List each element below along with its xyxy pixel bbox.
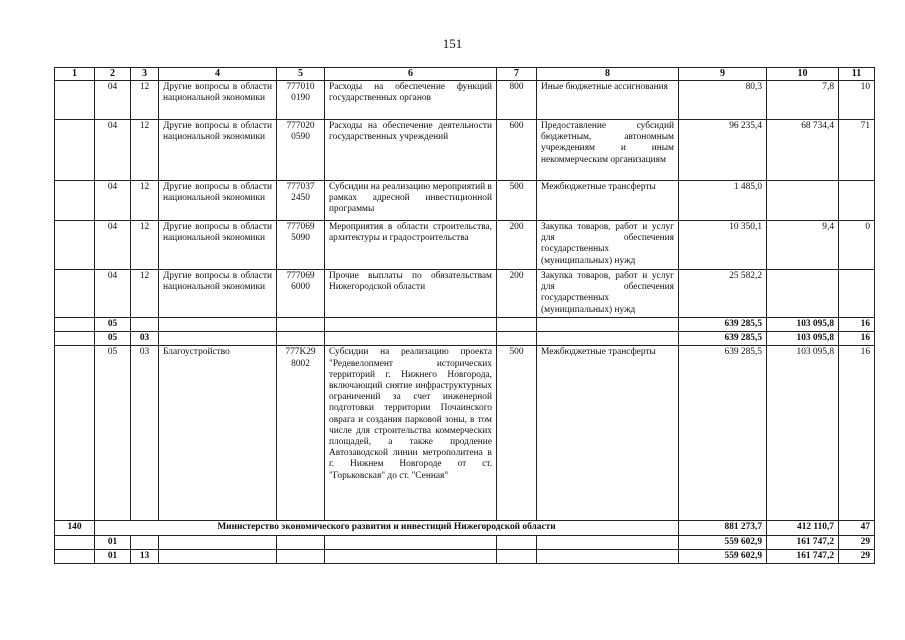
- cell-c6: Субсидии на реализацию мероприятий в рамках адресной инвестиционной программы: [325, 181, 497, 221]
- cell-c10: 103 095,8: [767, 318, 839, 332]
- cell-c10: 161 747,2: [767, 549, 839, 563]
- cell-c5: 777020 0590: [277, 120, 325, 181]
- cell-c4: Благоустройство: [159, 346, 277, 521]
- cell-c5: [277, 332, 325, 346]
- cell-c8: [537, 318, 679, 332]
- cell-empty: [55, 120, 95, 181]
- header-row: [55, 68, 875, 81]
- cell-c4: Другие вопросы в области национальной экономики: [159, 181, 277, 221]
- table-row: [55, 346, 875, 521]
- cell-c2: 04: [95, 181, 131, 221]
- table-row: [55, 81, 875, 120]
- header-col-10: 10: [767, 68, 839, 81]
- cell-c3: [131, 535, 159, 549]
- cell-c6: [325, 318, 497, 332]
- cell-c2: 04: [95, 120, 131, 181]
- cell-c4: Другие вопросы в области национальной экономики: [159, 81, 277, 120]
- cell-c2: 04: [95, 81, 131, 120]
- cell-c8: Иные бюджетные ассигнования: [537, 81, 679, 120]
- cell-c4: [159, 332, 277, 346]
- cell-c4: Другие вопросы в области национальной экономики: [159, 221, 277, 270]
- table-row: [55, 318, 875, 332]
- ministry-c11: 47: [839, 521, 875, 535]
- table-row: [55, 181, 875, 221]
- ministry-c9: 881 273,7: [679, 521, 767, 535]
- cell-c2: 04: [95, 221, 131, 270]
- cell-c3: 12: [131, 181, 159, 221]
- budget-table: [54, 67, 875, 564]
- cell-c9: 80,3: [679, 81, 767, 120]
- total-row: [55, 535, 875, 549]
- ministry-row: [55, 521, 875, 535]
- cell-c10: 9,4: [767, 221, 839, 270]
- cell-c5: 777069 6000: [277, 270, 325, 318]
- cell-empty: [55, 221, 95, 270]
- cell-c6: Субсидии на реализацию проекта "Редевелопмент исторических территорий г. Нижнего Новгорода, включающий снятие инфраструктурных ограничений за счет инженерной подготовки территории Почаинского оврага и создания парковой зоны, в том числе для строительства коммерческих площадей, а также продление Автозаводской линии метрополитена в г. Нижнем Новгороде от ст. "Горьковская" до ст. "Сенная": [325, 346, 497, 521]
- cell-c9: 639 285,5: [679, 346, 767, 521]
- cell-c11: 0: [839, 221, 875, 270]
- ministry-title: Министерство экономического развития и инвестиций Нижегородской области: [95, 521, 679, 535]
- cell-c9: 639 285,5: [679, 318, 767, 332]
- cell-c6: [325, 332, 497, 346]
- cell-c9: 10 350,1: [679, 221, 767, 270]
- cell-c10: 68 734,4: [767, 120, 839, 181]
- cell-c7: [497, 332, 537, 346]
- cell-c5: 777069 5090: [277, 221, 325, 270]
- cell-c8: Предоставление субсидий бюджетным, автономным учреждениям и иным некоммерческим организациям: [537, 120, 679, 181]
- header-col-7: 7: [497, 68, 537, 81]
- cell-c11: 16: [839, 346, 875, 521]
- cell-c6: Расходы на обеспечение деятельности государственных учреждений: [325, 120, 497, 181]
- cell-empty: [325, 549, 497, 563]
- cell-c2: 01: [95, 535, 131, 549]
- cell-c6: Расходы на обеспечение функций государственных органов: [325, 81, 497, 120]
- cell-empty: [277, 549, 325, 563]
- cell-c11: 71: [839, 120, 875, 181]
- cell-empty: [325, 535, 497, 549]
- header-col-1: 1: [55, 68, 95, 81]
- cell-c7: 800: [497, 81, 537, 120]
- cell-c7: 500: [497, 346, 537, 521]
- cell-empty: [55, 549, 95, 563]
- cell-c10: 161 747,2: [767, 535, 839, 549]
- cell-c11: 29: [839, 549, 875, 563]
- cell-empty: [497, 535, 537, 549]
- cell-empty: [277, 535, 325, 549]
- ministry-c10: 412 110,7: [767, 521, 839, 535]
- cell-c2: 05: [95, 318, 131, 332]
- cell-c2: 04: [95, 270, 131, 318]
- header-col-6: 6: [325, 68, 497, 81]
- cell-c4: Другие вопросы в области национальной экономики: [159, 270, 277, 318]
- cell-c10: 103 095,8: [767, 332, 839, 346]
- cell-c9: 559 602,9: [679, 549, 767, 563]
- cell-c8: Межбюджетные трансферты: [537, 346, 679, 521]
- page-number: 151: [442, 36, 463, 51]
- cell-c3: 03: [131, 332, 159, 346]
- cell-c11: [839, 181, 875, 221]
- cell-c7: [497, 318, 537, 332]
- cell-c9: 96 235,4: [679, 120, 767, 181]
- cell-c2: 01: [95, 549, 131, 563]
- header-col-9: 9: [679, 68, 767, 81]
- cell-c5: 777010 0190: [277, 81, 325, 120]
- table-row: [55, 332, 875, 346]
- cell-empty: [55, 81, 95, 120]
- cell-c6: Мероприятия в области строительства, архитектуры и градостроительства: [325, 221, 497, 270]
- header-col-4: 4: [159, 68, 277, 81]
- cell-c8: [537, 332, 679, 346]
- table-row: [55, 221, 875, 270]
- cell-c10: 7,8: [767, 81, 839, 120]
- cell-empty: [55, 181, 95, 221]
- cell-c9: 559 602,9: [679, 535, 767, 549]
- ministry-code: 140: [55, 521, 95, 535]
- header-col-11: 11: [839, 68, 875, 81]
- cell-c9: 639 285,5: [679, 332, 767, 346]
- cell-c3: 12: [131, 120, 159, 181]
- cell-empty: [159, 549, 277, 563]
- cell-c11: 16: [839, 318, 875, 332]
- cell-c3: [131, 318, 159, 332]
- cell-c2: 05: [95, 346, 131, 521]
- header-col-3: 3: [131, 68, 159, 81]
- cell-c4: Другие вопросы в области национальной экономики: [159, 120, 277, 181]
- cell-c8: Межбюджетные трансферты: [537, 181, 679, 221]
- cell-c9: 25 582,2: [679, 270, 767, 318]
- cell-c2: 05: [95, 332, 131, 346]
- header-col-5: 5: [277, 68, 325, 81]
- cell-c3: 12: [131, 221, 159, 270]
- cell-c10: [767, 270, 839, 318]
- cell-c11: 10: [839, 81, 875, 120]
- cell-empty: [55, 318, 95, 332]
- cell-empty: [55, 270, 95, 318]
- cell-empty: [55, 535, 95, 549]
- cell-c7: 500: [497, 181, 537, 221]
- total-row: [55, 549, 875, 563]
- cell-c3: 12: [131, 270, 159, 318]
- cell-empty: [55, 346, 95, 521]
- cell-c9: 1 485,0: [679, 181, 767, 221]
- cell-c7: 200: [497, 270, 537, 318]
- cell-empty: [159, 535, 277, 549]
- cell-c6: Прочие выплаты по обязательствам Нижегородской области: [325, 270, 497, 318]
- cell-empty: [537, 535, 679, 549]
- cell-c10: 103 095,8: [767, 346, 839, 521]
- cell-c4: [159, 318, 277, 332]
- header-col-2: 2: [95, 68, 131, 81]
- cell-empty: [537, 549, 679, 563]
- cell-empty: [55, 332, 95, 346]
- cell-c8: Закупка товаров, работ и услуг для обеспечения государственных (муниципальных) нужд: [537, 221, 679, 270]
- table-row: [55, 120, 875, 181]
- cell-c3: 03: [131, 346, 159, 521]
- cell-c5: 777K29 8002: [277, 346, 325, 521]
- cell-c3: 13: [131, 549, 159, 563]
- cell-c5: [277, 318, 325, 332]
- cell-c10: [767, 181, 839, 221]
- cell-c11: 16: [839, 332, 875, 346]
- cell-empty: [497, 549, 537, 563]
- header-col-8: 8: [537, 68, 679, 81]
- cell-c5: 777037 2450: [277, 181, 325, 221]
- table-row: [55, 270, 875, 318]
- cell-c8: Закупка товаров, работ и услуг для обеспечения государственных (муниципальных) нужд: [537, 270, 679, 318]
- cell-c7: 200: [497, 221, 537, 270]
- cell-c11: 29: [839, 535, 875, 549]
- cell-c3: 12: [131, 81, 159, 120]
- cell-c11: [839, 270, 875, 318]
- cell-c7: 600: [497, 120, 537, 181]
